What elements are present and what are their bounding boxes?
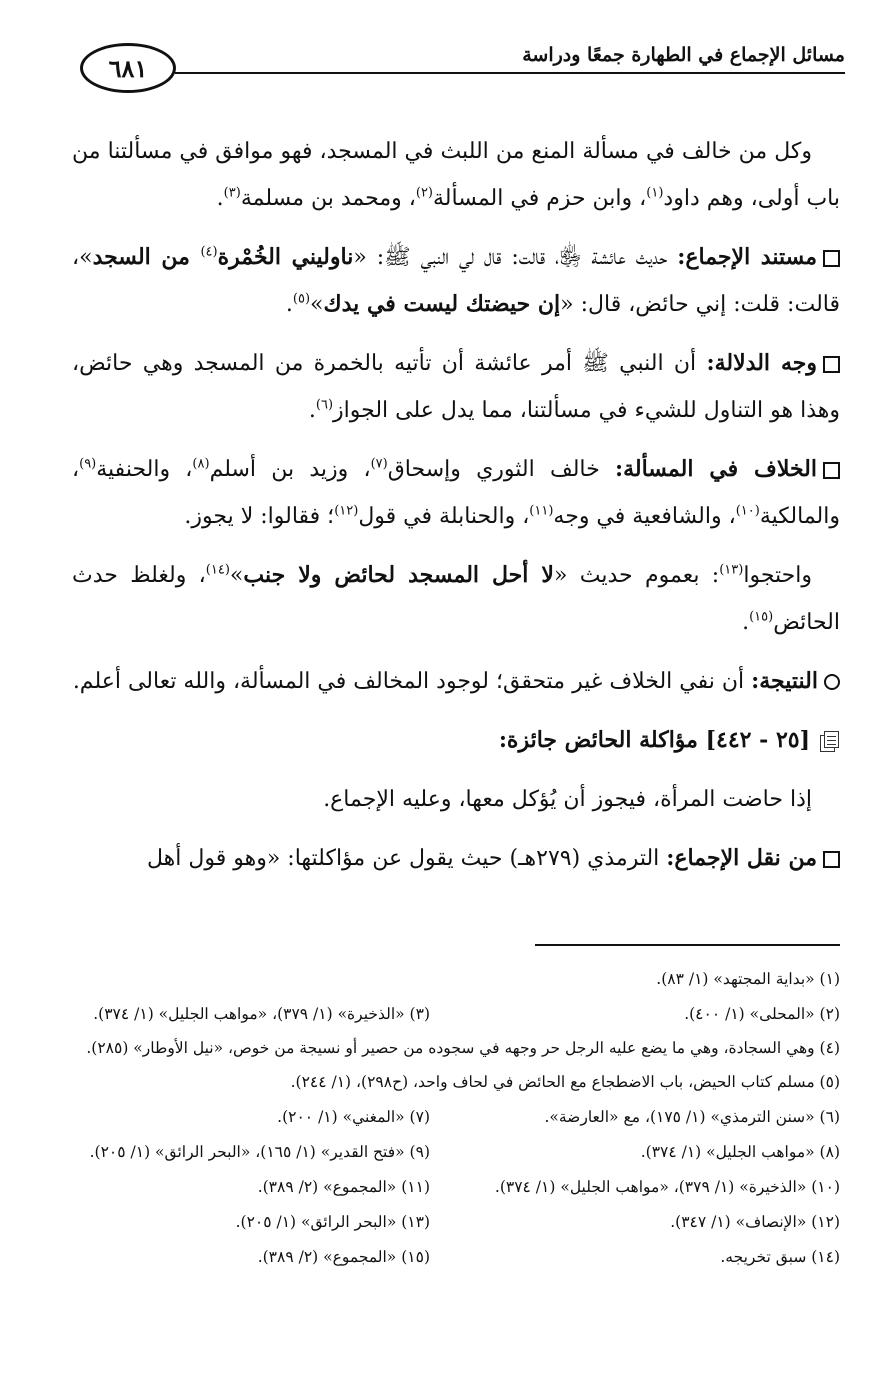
- footnote-5: (٥) مسلم كتاب الحيض، باب الاضطجاع مع الحائض في لحاف واحد، (ح٢٩٨)، (١/ ٢٤٤).: [290, 1073, 840, 1091]
- circle-bullet-icon: [824, 674, 840, 690]
- footnote-ref: (١١): [529, 503, 554, 519]
- paragraph-1: وكل من خالف في مسألة المنع من اللبث في المسجد، فهو موافق في مسألتنا من باب أولى، وهم داود$^{(١)}$، وابن حزم في المسألة$^{(٢)}$، ومحمد بن مسلمة$^{(٣)}$.: [72, 139, 840, 211]
- footnote-ref: (١٥): [749, 609, 774, 625]
- footnote-row: [72, 1100, 840, 1135]
- footnote-ref: (٢): [415, 185, 433, 201]
- header-rule: [175, 72, 845, 74]
- paragraph-transmitters: من نقل الإجماع: الترمذي (٢٧٩هـ) حيث يقول عن مؤاكلتها: «وهو قول أهل: [72, 835, 840, 882]
- paragraph-result: النتيجة: أن نفي الخلاف غير متحقق؛ لوجود المخالف في المسألة، والله تعالى أعلم.: [72, 658, 840, 705]
- main-text: [72, 128, 840, 894]
- footnote-row: [72, 997, 840, 1032]
- footnote-11: (١١) «المجموع» (٢/ ٣٨٩).: [257, 1178, 430, 1196]
- section-heading: [٢٥ - ٤٤٢] مؤاكلة الحائض جائزة:: [72, 717, 840, 764]
- footnote-ref: (٥): [292, 291, 311, 307]
- footnote-ref: (١٣): [719, 562, 744, 578]
- square-bullet-icon: [823, 462, 840, 479]
- footnote-row: [72, 962, 840, 997]
- paragraph-statement: إذا حاضت المرأة، فيجوز أن يُؤكل معها، وعليه الإجماع.: [323, 787, 812, 812]
- footnote-ref: (٤): [200, 244, 218, 260]
- page-number-badge: [80, 43, 176, 93]
- footnote-ref: (١٢): [334, 503, 359, 519]
- paragraph-evidence: مستند الإجماع: حديث عائشة ﵂، قالت: قال لي النبي ﷺ: «ناوليني الخُمْرة$^{(٤)}$ من السجد»، قالت: قلت: إني حائض، قال: «إن حيضتك ليست في يدك»$^{(٥)}$.: [72, 244, 840, 317]
- footnote-separator: [535, 944, 840, 946]
- footnote-row: [72, 1135, 840, 1170]
- footnote-8: (٨) «مواهب الجليل» (١/ ٣٧٤).: [640, 1143, 840, 1161]
- footnote-row: [72, 1205, 840, 1240]
- square-bullet-icon: [823, 851, 840, 868]
- footnote-12: (١٢) «الإنصاف» (١/ ٣٤٧).: [670, 1213, 840, 1231]
- page-header: [80, 38, 845, 98]
- footnote-ref: (١٠): [735, 503, 760, 519]
- footnote-6: (٦) «سنن الترمذي» (١/ ١٧٥)، مع «العارضة».: [544, 1108, 840, 1126]
- documents-icon: [820, 731, 840, 751]
- footnote-ref: (٣): [223, 185, 241, 201]
- footnote-13: (١٣) «البحر الرائق» (١/ ٢٠٥).: [235, 1213, 430, 1231]
- footnote-row: [72, 1240, 840, 1275]
- running-title: مسائل الإجماع في الطهارة جمعًا ودراسة: [522, 44, 845, 66]
- footnote-ref: (١): [646, 185, 664, 201]
- footnote-ref: (٨): [192, 456, 210, 472]
- paragraph-dispute: الخلاف في المسألة: خالف الثوري وإسحاق$^{(٧)}$، وزيد بن أسلم$^{(٨)}$، والحنفية$^{(٩)}$، والمالكية$^{(١٠)}$، والشافعية في وجه$^{(١١)}$، والحنابلة في قول$^{(١٢)}$؛ فقالوا: لا يجوز.: [72, 456, 840, 529]
- footnotes: [72, 962, 840, 1275]
- footnote-15: (١٥) «المجموع» (٢/ ٣٨٩).: [257, 1248, 430, 1266]
- footnote-14: (١٤) سبق تخريجه.: [720, 1248, 840, 1266]
- paragraph-inference: وجه الدلالة: أن النبي ﷺ أمر عائشة أن تأتيه بالخمرة من المسجد وهي حائض، وهذا هو التناول للشيء في مسألتنا، مما يدل على الجواز$^{(٦)}$.: [72, 350, 840, 423]
- footnote-row: [72, 1170, 840, 1205]
- footnote-7: (٧) «المغني» (١/ ٢٠٠).: [277, 1108, 430, 1126]
- footnote-ref: (٧): [370, 456, 388, 472]
- paragraph-argument: واحتجوا$^{(١٣)}$: بعموم حديث «لا أحل المسجد لحائض ولا جنب»$^{(١٤)}$، ولغلظ حدث الحائض$^{(١٥)}$.: [72, 562, 840, 635]
- footnote-ref: (١٤): [205, 562, 230, 578]
- footnote-10: (١٠) «الذخيرة» (١/ ٣٧٩)، «مواهب الجليل» (١/ ٣٧٤).: [494, 1178, 840, 1196]
- footnote-3: (٣) «الذخيرة» (١/ ٣٧٩)، «مواهب الجليل» (١/ ٣٧٤).: [93, 1005, 430, 1023]
- page-number: ٦٨١: [108, 53, 148, 83]
- square-bullet-icon: [823, 250, 840, 267]
- footnote-ref: (٦): [315, 397, 334, 413]
- footnote-4: (٤) وهي السجادة، وهي ما يضع عليه الرجل حر وجهه في سجوده من حصير أو نسيجة من خوص، «نيل الأوطار» (٢٨٥).: [86, 1039, 840, 1057]
- footnote-1: (١) «بداية المجتهد» (١/ ٨٣).: [656, 970, 840, 988]
- footnote-2: (٢) «المحلى» (١/ ٤٠٠).: [684, 1005, 840, 1023]
- footnote-ref: (٩): [79, 456, 97, 472]
- square-bullet-icon: [823, 356, 840, 373]
- footnote-9: (٩) «فتح القدير» (١/ ١٦٥)، «البحر الرائق» (١/ ٢٠٥).: [89, 1143, 430, 1161]
- footnote-row: [72, 1065, 840, 1100]
